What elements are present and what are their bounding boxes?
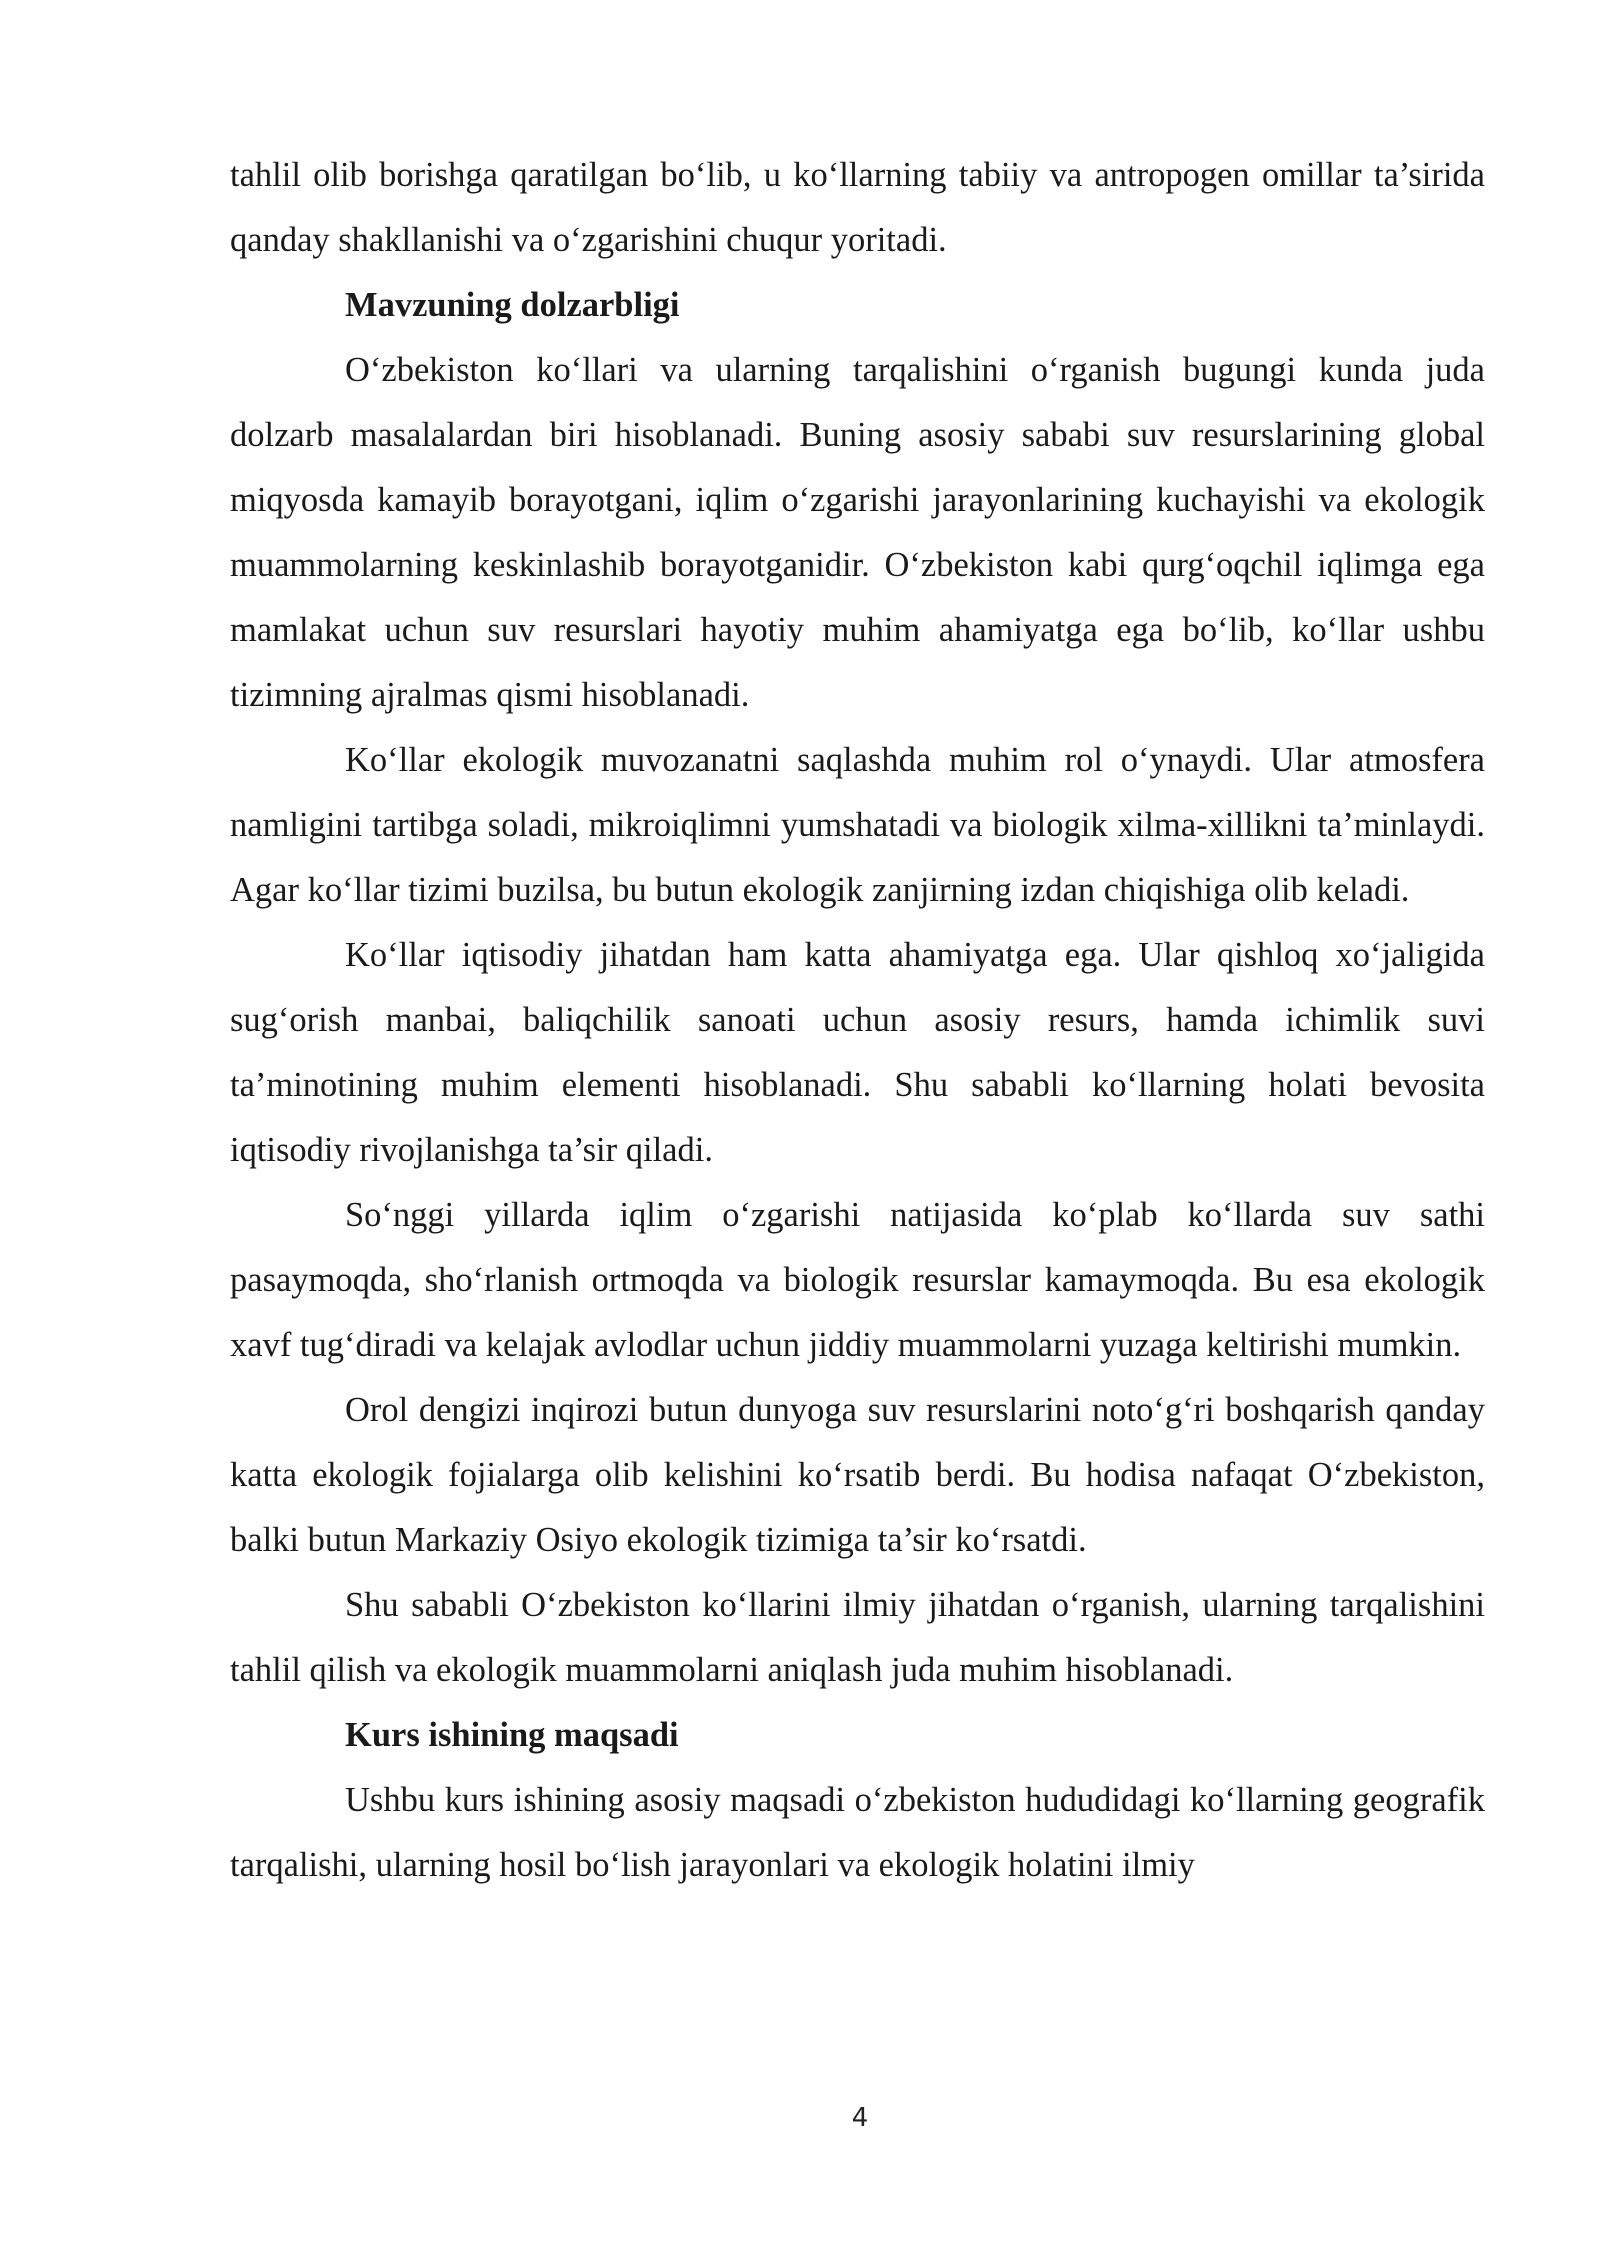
paragraph-relevance-1: O‘zbekiston ko‘llari va ularning tarqalishini o‘rganish bugungi kunda juda dolzarb masalalardan biri hisoblanadi. Buning asosiy sababi suv resurslarining global miqyosda kamayib borayotgani, iqlim o‘zgarishi jarayonlarining kuchayishi va ekologik muammolarning keskinlashib borayotganidir. O‘zbekiston kabi qurg‘oqchil iqlimga ega mamlakat uchun suv resurslari hayotiy muhim ahamiyatga ega bo‘lib, ko‘llar ushbu tizimning ajralmas qismi hisoblanadi.: [230, 351, 1485, 714]
paragraph-relevance-5: Orol dengizi inqirozi butun dunyoga suv resurslarini noto‘g‘ri boshqarish qanday katta ekologik fojialarga olib kelishini ko‘rsatib berdi. Bu hodisa nafaqat O‘zbekiston, balki butun Markaziy Osiyo ekologik tizimiga ta’sir ko‘rsatdi.: [230, 1391, 1485, 1559]
section-heading-relevance: Mavzuning dolzarbligi: [345, 286, 680, 324]
page-body: [230, 143, 1485, 1898]
paragraph-goal-1: Ushbu kurs ishining asosiy maqsadi o‘zbekiston hududidagi ko‘llarning geografik tarqalishi, ularning hosil bo‘lish jarayonlari va ekologik holatini ilmiy: [230, 1781, 1485, 1884]
paragraph-relevance-2: Ko‘llar ekologik muvozanatni saqlashda muhim rol o‘ynaydi. Ular atmosfera namligini tartibga soladi, mikroiqlimni yumshatadi va biologik xilma-xillikni ta’minlaydi. Agar ko‘llar tizimi buzilsa, bu butun ekologik zanjirning izdan chiqishiga olib keladi.: [230, 741, 1485, 909]
page-number: 4: [851, 2103, 869, 2133]
paragraph-relevance-4: So‘nggi yillarda iqlim o‘zgarishi natijasida ko‘plab ko‘llarda suv sathi pasaymoqda, sho‘rlanish ortmoqda va biologik resurslar kamaymoqda. Bu esa ekologik xavf tug‘diradi va kelajak avlodlar uchun jiddiy muammolarni yuzaga keltirishi mumkin.: [230, 1196, 1485, 1364]
paragraph-intro-continuation: tahlil olib borishga qaratilgan bo‘lib, u ko‘llarning tabiiy va antropogen omillar ta’sirida qanday shakllanishi va o‘zgarishini chuqur yoritadi.: [230, 156, 1485, 259]
paragraph-relevance-6: Shu sababli O‘zbekiston ko‘llarini ilmiy jihatdan o‘rganish, ularning tarqalishini tahlil qilish va ekologik muammolarni aniqlash juda muhim hisoblanadi.: [230, 1586, 1485, 1689]
paragraph-relevance-3: Ko‘llar iqtisodiy jihatdan ham katta ahamiyatga ega. Ular qishloq xo‘jaligida sug‘orish manbai, baliqchilik sanoati uchun asosiy resurs, hamda ichimlik suvi ta’minotining muhim elementi hisoblanadi. Shu sababli ko‘llarning holati bevosita iqtisodiy rivojlanishga ta’sir qiladi.: [230, 936, 1485, 1169]
section-heading-goal: Kurs ishining maqsadi: [345, 1716, 679, 1754]
